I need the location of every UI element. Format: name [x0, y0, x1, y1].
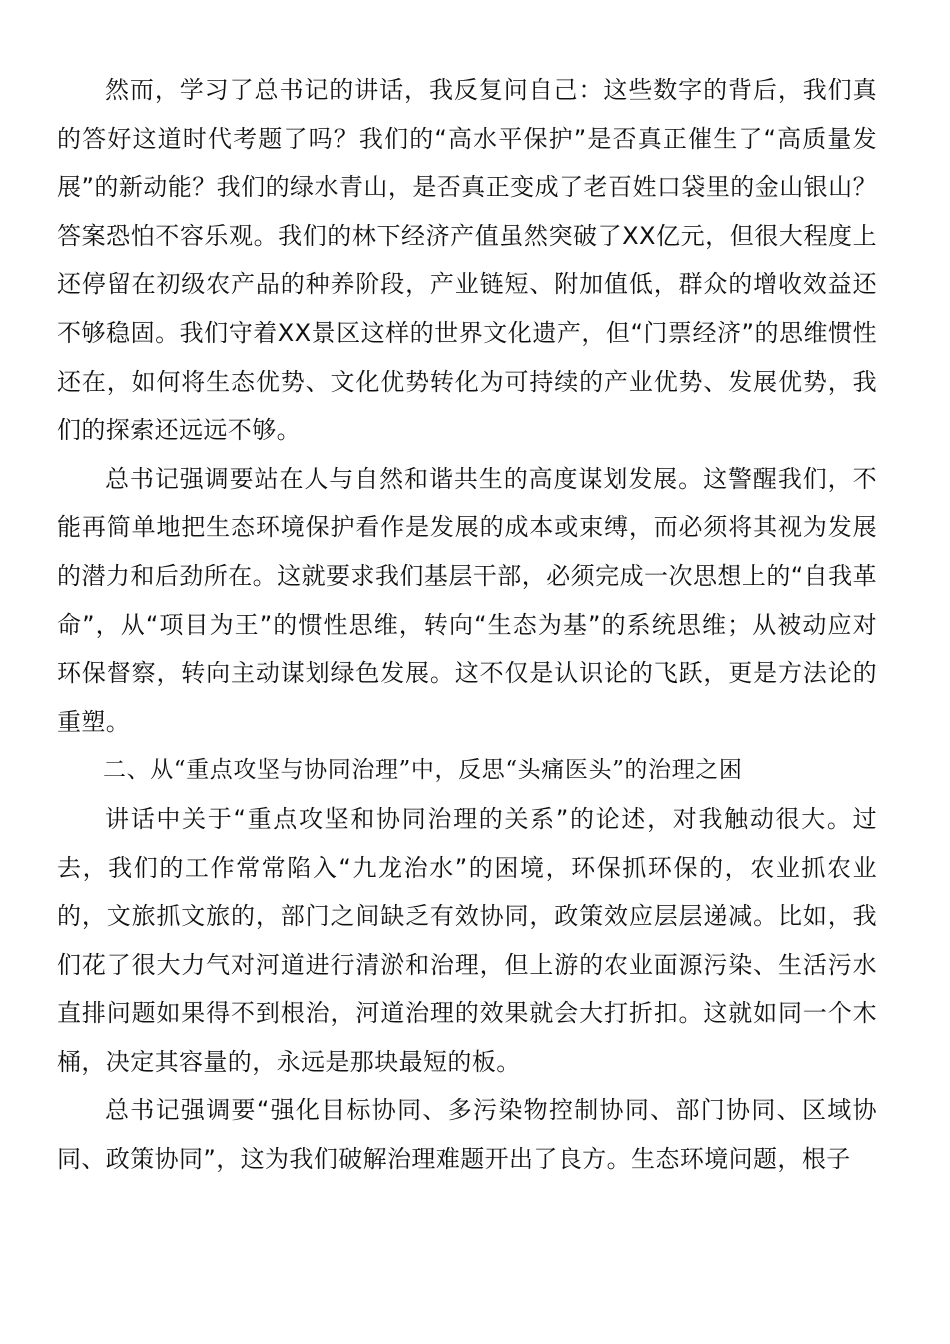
paragraph-3: 讲话中关于“重点攻坚和协同治理的关系”的论述，对我触动很大。过去，我们的工作常常陷入“九龙治水”的困境，环保抓环保的，农业抓农业的，文旅抓文旅的，部门之间缺乏有效协同，政策效应层层递减。比如，我们花了很大力气对河道进行清淤和治理，但上游的农业面源污染、生活污水直排问题如果得不到根治，河道治理的效果就会大打折扣。这就如同一个木桶，决定其容量的，永远是那块最短的板。	[57, 804, 877, 1076]
paragraph-1: 然而，学习了总书记的讲话，我反复问自己：这些数字的背后，我们真的答好这道时代考题了吗？我们的“高水平保护”是否真正催生了“高质量发展”的新动能？我们的绿水青山，是否真正变成了老百姓口袋里的金山银山？答案恐怕不容乐观。我们的林下经济产值虽然突破了XX亿元，但很大程度上还停留在初级农产品的种养阶段，产业链短、附加值低，群众的增收效益还不够稳固。我们守着XX景区这样的世界文化遗产，但“门票经济”的思维惯性还在，如何将生态优势、文化优势转化为可持续的产业优势、发展优势，我们的探索还远远不够。	[57, 76, 877, 445]
section-heading: 二、从“重点攻坚与协同治理”中，反思“头痛医头”的治理之困	[103, 757, 743, 784]
paragraph-2: 总书记强调要站在人与自然和谐共生的高度谋划发展。这警醒我们，不能再简单地把生态环境保护看作是发展的成本或束缚，而必须将其视为发展的潜力和后劲所在。这就要求我们基层干部，必须完成一次思想上的“自我革命”，从“项目为王”的惯性思维，转向“生态为基”的系统思维；从被动应对环保督察，转向主动谋划绿色发展。这不仅是认识论的飞跃，更是方法论的重塑。	[57, 464, 877, 736]
document-page	[57, 66, 877, 1184]
paragraph-4: 总书记强调要“强化目标协同、多污染物控制协同、部门协同、区域协同、政策协同”，这为我们破解治理难题开出了良方。生态环境问题，根子	[57, 1096, 877, 1174]
